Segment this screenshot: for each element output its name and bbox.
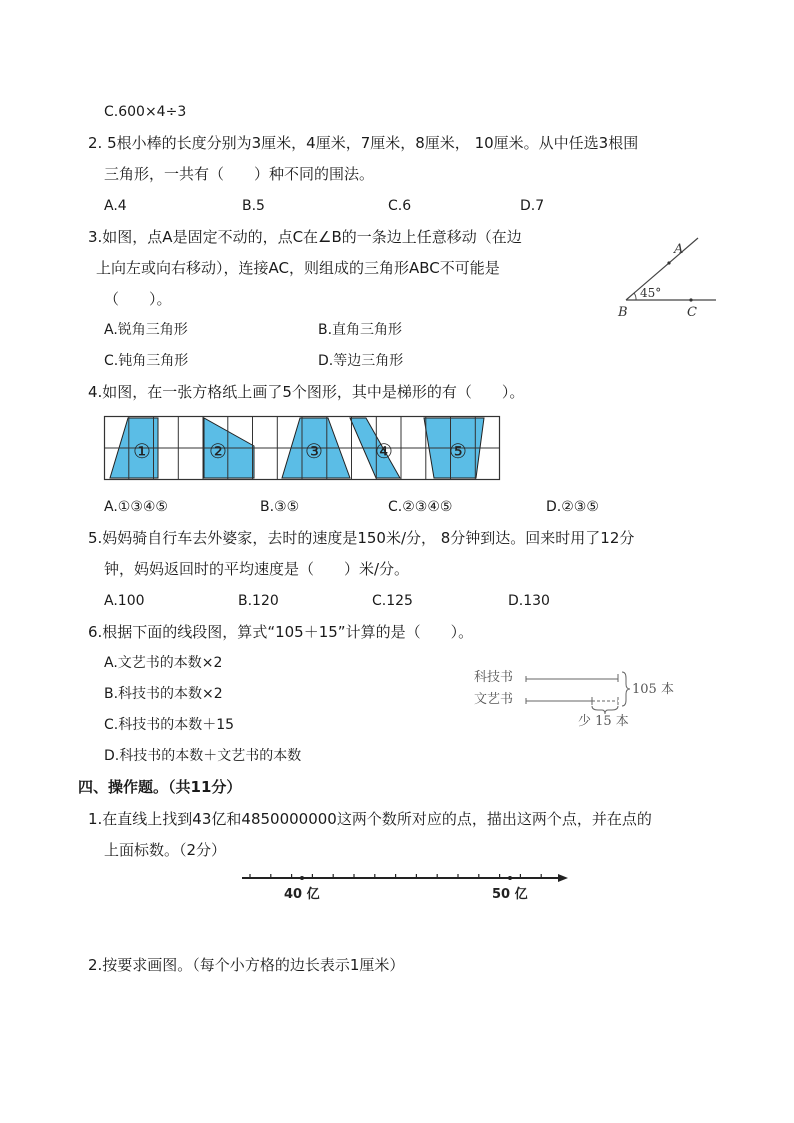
q3-option-a: A.锐角三角形 xyxy=(104,322,188,338)
shape-label-5: ⑤ xyxy=(449,439,467,463)
q6-option-c: C.科技书的本数＋15 xyxy=(104,717,235,733)
q1-option-c: C.600×4÷3 xyxy=(104,104,187,120)
q3-option-c: C.钝角三角形 xyxy=(104,353,189,369)
label-b: B xyxy=(618,305,628,320)
q5-stem-line1: 5.妈妈骑自行车去外婆家，去时的速度是150米/分， 8分钟到达。回来时用了12分 xyxy=(88,529,635,547)
q4-option-c: C.②③④⑤ xyxy=(388,499,453,515)
section-title: 四、操作题。（共11分） xyxy=(78,778,242,796)
angle-label: 45° xyxy=(640,286,662,300)
segment-diagram xyxy=(474,664,694,730)
q2-stem-line2: 三角形，一共有（ ）种不同的围法。 xyxy=(104,165,375,183)
q5-stem-line2: 钟，妈妈返回时的平均速度是（ ）米/分。 xyxy=(104,560,410,578)
label-wenyi: 文艺书 xyxy=(474,692,514,707)
shape-label-1: ① xyxy=(133,439,151,463)
q4-stem: 4.如图，在一张方格纸上画了5个图形，其中是梯形的有（ ）。 xyxy=(88,383,525,401)
q5-option-d: D.130 xyxy=(508,593,550,609)
q3-stem-line3: （ ）。 xyxy=(104,290,172,308)
diff-label: 少 15 本 xyxy=(578,714,629,729)
shape-label-2: ② xyxy=(209,439,227,463)
q6-option-b: B.科技书的本数×2 xyxy=(104,686,223,702)
q2-option-c: C.6 xyxy=(388,198,412,214)
label-keji: 科技书 xyxy=(474,670,514,685)
q6-stem: 6.根据下面的线段图，算式“105＋15”计算的是（ ）。 xyxy=(88,623,474,641)
s4-q2-line: 2.按要求画图。（每个小方格的边长表示1厘米） xyxy=(88,956,405,974)
label-c: C xyxy=(687,305,697,320)
number-line xyxy=(242,866,572,902)
q6-option-d: D.科技书的本数＋文艺书的本数 xyxy=(104,748,302,764)
q4-option-a: A.①③④⑤ xyxy=(104,499,168,515)
q4-option-d: D.②③⑤ xyxy=(546,499,599,515)
q6-option-a: A.文艺书的本数×2 xyxy=(104,655,223,671)
label-a: A xyxy=(674,242,684,257)
shape-label-4: ④ xyxy=(375,439,393,463)
q4-option-b: B.③⑤ xyxy=(260,499,300,515)
label-40yi: 40 亿 xyxy=(284,887,320,902)
shape-label-3: ③ xyxy=(305,439,323,463)
q5-option-a: A.100 xyxy=(104,593,145,609)
q2-option-b: B.5 xyxy=(242,198,265,214)
angle-figure xyxy=(612,236,722,320)
point-a xyxy=(667,261,670,264)
q2-option-d: D.7 xyxy=(520,198,545,214)
label-50yi: 50 亿 xyxy=(492,887,528,902)
trapezoid-grid xyxy=(104,416,500,480)
q2-stem-line1: 2. 5根小棒的长度分别为3厘米，4厘米，7厘米，8厘米， 10厘米。从中任选3根围 xyxy=(88,134,639,152)
q3-stem-line1: 3.如图，点A是固定不动的，点C在∠B的一条边上任意移动（在边 xyxy=(88,228,522,246)
s4-q1-line2: 上面标数。（2分） xyxy=(104,841,227,859)
q3-stem-line2: 上向左或向右移动），连接AC，则组成的三角形ABC不可能是 xyxy=(96,259,500,277)
q3-option-d: D.等边三角形 xyxy=(318,353,404,369)
point-c xyxy=(689,298,692,301)
q2-option-a: A.4 xyxy=(104,198,127,214)
q5-option-c: C.125 xyxy=(372,593,413,609)
s4-q1-line1: 1.在直线上找到43亿和4850000000这两个数所对应的点，描出这两个点，并在点的 xyxy=(88,810,652,828)
q3-option-b: B.直角三角形 xyxy=(318,322,403,338)
total-label: 105 本 xyxy=(632,682,674,697)
q5-option-b: B.120 xyxy=(238,593,279,609)
